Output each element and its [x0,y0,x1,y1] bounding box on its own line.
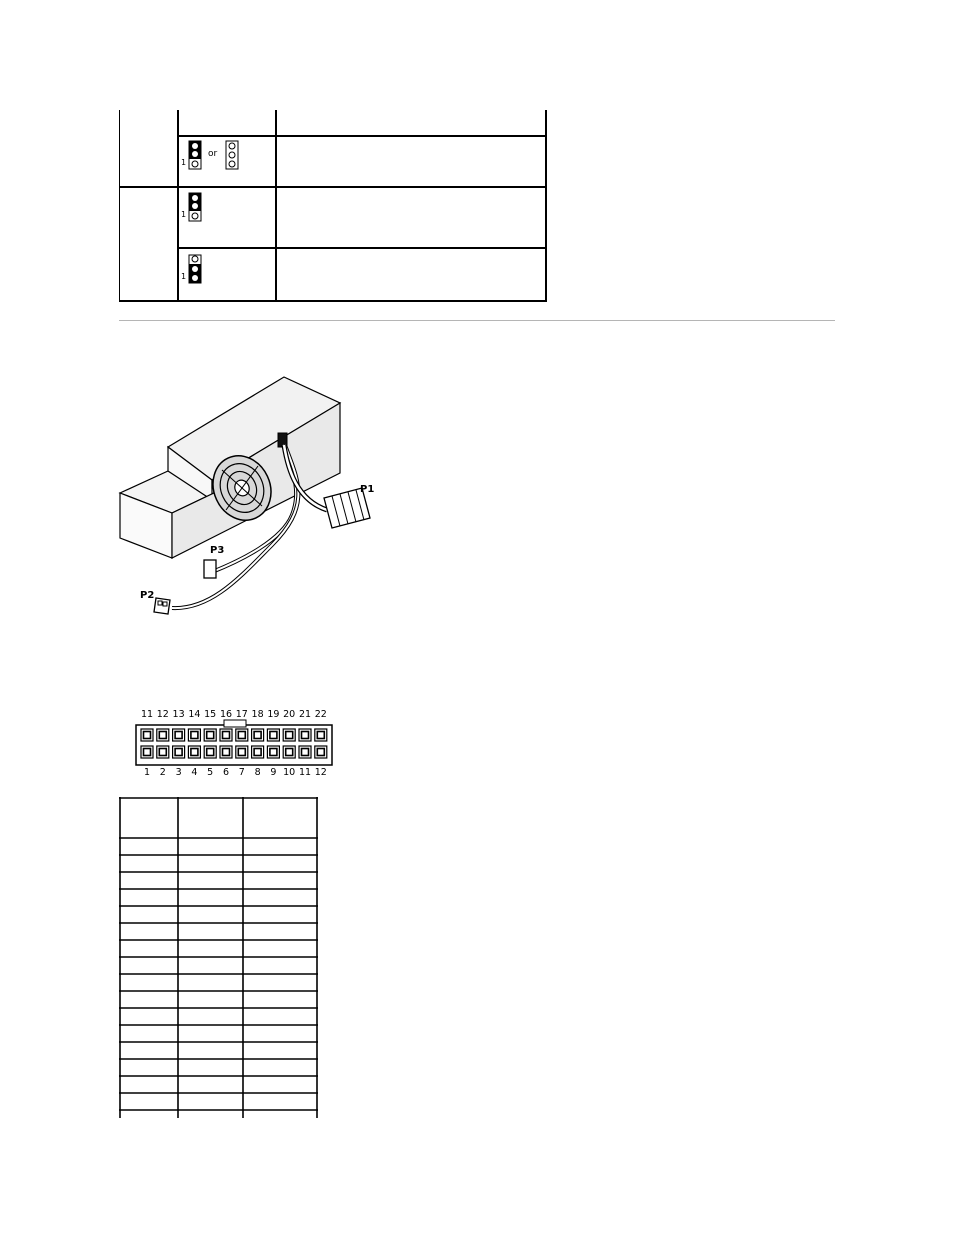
connector-pin [141,746,153,758]
connector-pin [157,729,169,741]
pin-number-label: 9 [270,767,277,778]
jumper-settings-table [119,110,547,302]
connector-pin [283,746,295,758]
pin-one-label: 1 [181,158,187,167]
pin-assignment-table [119,797,319,1118]
connector-pin [236,746,248,758]
jumper-pins-1-2-icon [188,140,202,170]
pin-number-label: 14 [188,709,201,720]
p2-connector [154,598,170,614]
connector-pin [315,746,327,758]
p3-label: P3 [210,545,225,556]
pin-number-label: 15 [204,709,217,720]
pin-number-label: 12 [314,767,327,778]
connector-pin [188,746,200,758]
pin-number-label: 10 [283,767,296,778]
pin-number-label: 18 [251,709,264,720]
or-label: or [208,149,218,159]
connector-pin [173,729,185,741]
connector-pin [220,729,232,741]
jumper-row-4 [181,254,273,294]
connector-pin [283,729,295,741]
jumper-pins-2-3-icon [188,254,202,284]
pin-one-label: 1 [181,210,187,219]
connector-pin [267,729,279,741]
connector-pin [252,729,264,741]
pin-number-label: 3 [175,767,182,778]
pin-number-label: 19 [267,709,280,720]
connector-pin [299,729,311,741]
p3-connector [204,560,216,578]
connector-pin [220,746,232,758]
connector-pin [315,729,327,741]
pin-one-label: 1 [181,272,187,281]
connector-pin [173,746,185,758]
connector-pin [141,729,153,741]
pin-number-label: 21 [298,709,312,720]
pin-number-label: 2 [159,767,166,778]
connector-pin [157,746,169,758]
pin-number-label: 11 [298,767,312,778]
pin-number-label: 6 [222,767,230,778]
connector-pin [236,729,248,741]
pin-number-label: 7 [238,767,245,778]
p1-label: P1 [360,484,375,495]
jumper-open-icon [225,140,239,170]
connector-pin [252,746,264,758]
connector-pin [299,746,311,758]
pin-number-label: 16 [219,709,233,720]
section-separator [119,320,835,321]
pin-number-label: 1 [143,767,151,778]
pin-number-label: 4 [191,767,198,778]
connector-latch [224,720,246,727]
connector-pin [204,729,216,741]
connector-pin [188,729,200,741]
pin-number-label: 5 [207,767,214,778]
pin-number-label: 17 [235,709,248,720]
power-supply-illustration [112,370,384,632]
connector-pin [267,746,279,758]
jumper-row-2 [181,140,273,180]
pin-number-label: 13 [172,709,185,720]
pin-number-label: 8 [254,767,261,778]
pin-number-label: 22 [314,709,327,720]
pin-number-label: 12 [156,709,169,720]
pin-number-label: 20 [283,709,296,720]
pin-number-label: 11 [140,709,154,720]
jumper-pins-1-2-icon [188,192,202,222]
connector-pin [204,746,216,758]
p2-label: P2 [140,590,155,601]
p1-connector-pinout [134,704,334,780]
jumper-row-3 [181,192,273,232]
